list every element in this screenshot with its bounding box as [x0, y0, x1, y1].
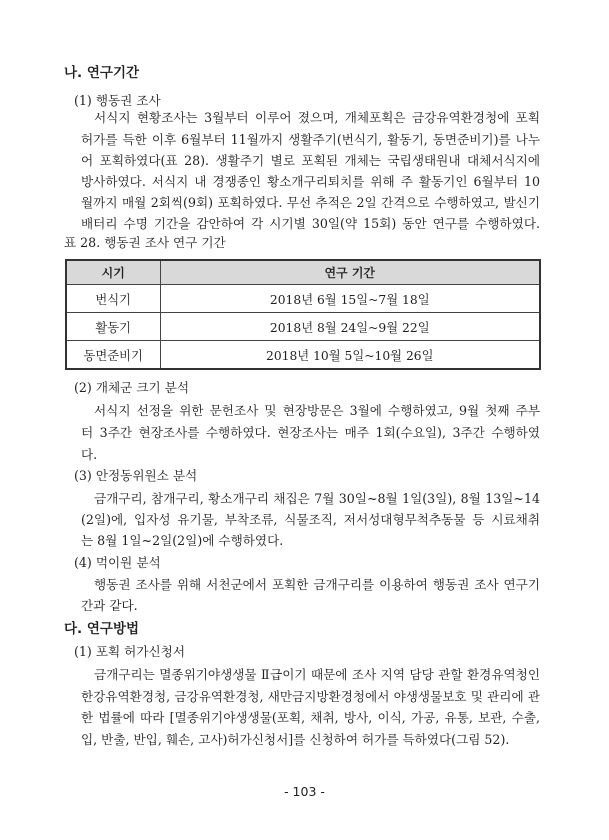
- paragraph-line: 금개구리, 참개구리, 황소개구리 채집은 7월 30일~8월 1일(3일), 8월 13일~14: [94, 491, 540, 506]
- table-cell: 활동기: [66, 313, 160, 341]
- paragraph-line: 서식지 현황조사는 3월부터 이루어 졌으며, 개체포획은 금강유역환경청에 포획: [94, 110, 540, 125]
- paragraph-line: 는 8월 1일~2일(2일)에 수행하였다.: [81, 533, 284, 548]
- paragraph-line: 어 포획하였다(표 28). 생활주기 별로 포획된 개체는 국립생태원내 대체서식지에: [81, 153, 540, 168]
- table-cell: 2018년 10월 5일~10월 26일: [160, 341, 540, 370]
- table-cell: 번식기: [66, 285, 160, 313]
- table-row: [66, 341, 540, 370]
- subsection-title: (2) 개체군 크기 분석: [74, 380, 190, 395]
- subsection-title: (4) 먹이원 분석: [74, 555, 161, 570]
- table-cell: 동면준비기: [66, 341, 160, 370]
- subsection-title: (1) 행동권 조사: [74, 93, 161, 108]
- table-cell: 2018년 8월 24일~9월 22일: [160, 313, 540, 341]
- header-cell: 연구 기간: [160, 260, 540, 285]
- paragraph-line: 입, 반출, 반입, 훼손, 고사)허가신청서]를 신청하여 허가를 득하였다(그림 52).: [81, 732, 510, 747]
- research-period-table: [65, 259, 541, 370]
- paragraph-line: 방사하였다. 서식지 내 경쟁종인 황소개구리퇴치를 위해 주 활동기인 6월부터 10: [81, 174, 540, 189]
- page-number: - 103 -: [284, 784, 325, 799]
- paragraph-line: 다.: [81, 447, 98, 462]
- table-header-row: [66, 260, 540, 285]
- paragraph-line: 간과 같다.: [81, 598, 138, 613]
- table-cell: 2018년 6월 15일~7월 18일: [160, 285, 540, 313]
- paragraph-line: 허가를 득한 이후 6월부터 11월까지 생활주기(번식기, 활동기, 동면준비기)를 나누: [81, 132, 540, 147]
- paragraph-line: (2일)에, 입자성 유기물, 부착조류, 식물조직, 저서성대형무척추동물 등 시료채취: [81, 512, 540, 527]
- subsection-title: (1) 포획 허가신청서: [74, 644, 186, 659]
- table-row: [66, 313, 540, 341]
- paragraph-line: 행동권 조사를 위해 서천군에서 포획한 금개구리를 이용하여 행동권 조사 연구기: [94, 577, 540, 592]
- paragraph-line: 금개구리는 멸종위기야생생물 Ⅱ급이기 때문에 조사 지역 담당 관할 환경유역청인: [94, 667, 540, 682]
- paragraph-line: 월까지 매월 2회씩(9회) 포획하였다. 무선 추적은 2일 간격으로 수행하였고, 발신기: [81, 195, 540, 210]
- section-heading: 다. 연구방법: [64, 621, 140, 637]
- paragraph-line: 터 3주간 현장조사를 수행하였다. 현장조사는 매주 1회(수요일), 3주간 수행하였: [81, 425, 540, 440]
- paragraph-line: 한강유역환경청, 금강유역환경청, 새만금지방환경청에서 야생생물보호 및 관리에 관: [81, 689, 540, 704]
- paragraph-line: 한 법률에 따라 [멸종위기야생생물(포획, 채취, 방사, 이식, 가공, 유통, 보관, 수출,: [81, 710, 540, 725]
- paragraph-line: 서식지 선정을 위한 문헌조사 및 현장방문은 3월에 수행하였고, 9월 첫째 주부: [94, 403, 540, 418]
- subsection-title: (3) 안정동위원소 분석: [74, 468, 198, 483]
- table-caption: 표 28. 행동권 조사 연구 기간: [64, 235, 226, 250]
- section-heading: 나. 연구기간: [64, 65, 140, 81]
- paragraph-line: 배터리 수명 기간을 감안하여 각 시기별 30일(약 15회) 동안 연구를 수행하였다.: [81, 216, 540, 231]
- table-row: [66, 285, 540, 313]
- header-cell: 시기: [66, 260, 160, 285]
